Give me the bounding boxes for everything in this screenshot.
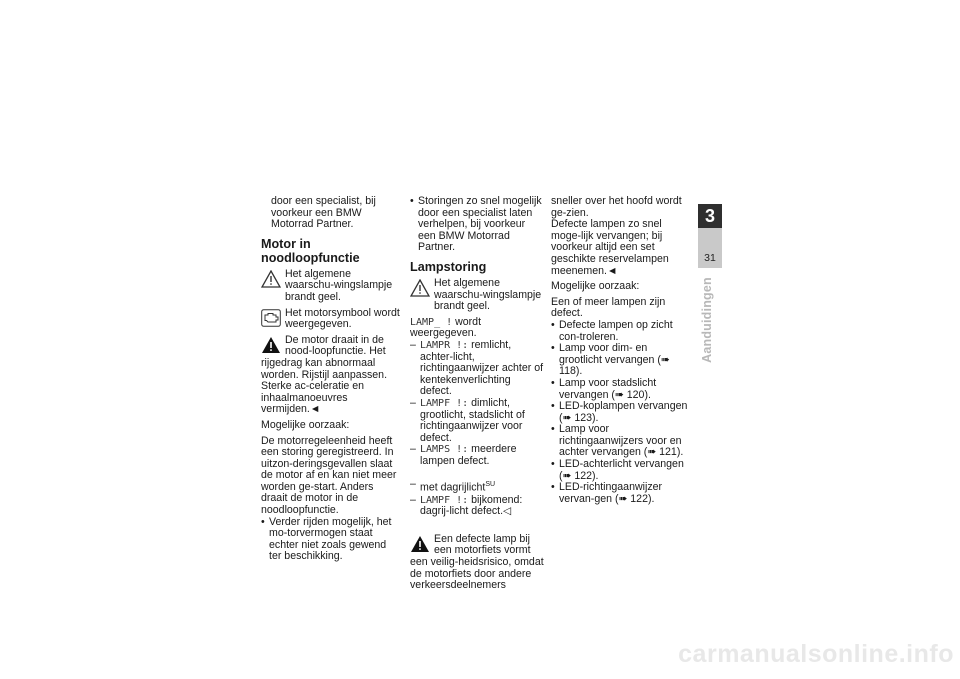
- bullet-list: [410, 196, 545, 254]
- warning-outline-icon: [410, 279, 430, 297]
- code-desc: bijkomend: dagrij-licht defect.◁: [420, 493, 523, 518]
- column-1: [261, 196, 401, 567]
- column-2: [410, 196, 545, 596]
- code-desc: dimlicht, grootlicht, stadslicht of richtingaanwijzer voor defect.: [420, 396, 525, 444]
- section-title: Aanduidingen: [700, 277, 714, 363]
- list-item: • Storingen zo snel mogelijk door een specialist laten verhelpen, bij voorkeur een BMW Motorrad Partner.: [410, 196, 545, 254]
- note-engine-text: Het motorsymbool wordt weergegeven.: [285, 306, 400, 331]
- list-item: • Verder rijden mogelijk, het mo-torvermogen staat echter niet zoals gewend ter beschikking.: [261, 517, 401, 563]
- bullet-list: [261, 517, 401, 563]
- cause-text: De motorregeleenheid heeft een storing geregistreerd. In uitzon-deringsgevallen slaat de motor af en kan niet meer worden ge-start. Anders draait de motor in de noodloopfunctie.: [261, 434, 397, 517]
- code-label: LAMPS !:: [420, 444, 469, 456]
- lamp-display-line: [410, 317, 545, 340]
- lamp-code: LAMP_ !: [410, 316, 453, 328]
- warning-solid-icon: [410, 535, 430, 553]
- warning-outline-icon: [261, 270, 281, 288]
- heading-emergency-mode: Motor in noodloopfunctie: [261, 236, 360, 265]
- list-item: [410, 495, 545, 518]
- note-engine-symbol: [261, 308, 401, 331]
- list-item: • Lamp voor richtingaanwijzers voor en achter vervangen (➠ 121).: [551, 424, 689, 459]
- code-label: LAMPF !:: [420, 494, 469, 506]
- code-desc: remlicht, achter-licht, richtingaanwijzer achter of kentekenverlichting defect.: [420, 338, 544, 398]
- drl-sup: SU: [485, 481, 496, 489]
- page-number: 31: [704, 252, 716, 264]
- code-desc: meerdere lampen defect.: [420, 443, 517, 467]
- list-item: • Lamp voor dim- en grootlicht vervangen (➠ 118).: [551, 343, 689, 378]
- code-label: LAMPF !:: [420, 397, 469, 409]
- replace-advice: Defecte lampen zo snel moge-lijk vervangen; bij voorkeur altijd een set geschikte reservelampen meenemen.◄: [551, 218, 669, 277]
- note-general-text: Het algemene waarschu-wingslampje brandt geel.: [434, 276, 542, 313]
- warning-lamp: [410, 534, 545, 592]
- list-item: • Defecte lampen op zicht con-troleren.: [551, 320, 689, 343]
- warning-lamp-text: Een defecte lamp bij een motorfiets vormt een veilig-heidsrisico, omdat de motorfiets door andere verkeersdeelnemers: [410, 532, 544, 592]
- list-item: [410, 444, 545, 467]
- watermark: carmanualsonline.info: [678, 640, 954, 668]
- list-item: • LED-koplampen vervangen (➠ 123).: [551, 401, 689, 424]
- cause-label: Mogelijke oorzaak:: [551, 280, 640, 293]
- column-3: [551, 196, 689, 509]
- heading-lamp-failure: Lampstoring: [410, 259, 487, 274]
- list-item: [410, 340, 545, 398]
- bullet-list: [551, 320, 689, 506]
- warning-solid-icon: [261, 336, 281, 354]
- list-item: [410, 479, 545, 494]
- list-item: • LED-richtingaanwijzer vervan-gen (➠ 122).: [551, 482, 689, 505]
- chapter-number: 3: [698, 204, 722, 228]
- code-label: LAMPR !:: [420, 339, 469, 351]
- note-general-text: Het algemene waarschu-wingslampje brandt geel.: [285, 267, 393, 303]
- note-general-warning: [410, 278, 545, 313]
- note-general-warning: [261, 269, 401, 304]
- list-item: • Lamp voor stadslicht vervangen (➠ 120).: [551, 378, 689, 401]
- warning-emergency-text: De motor draait in de nood-loopfunctie. Het rijgedrag kan abnormaal worden. Rijstijl aanpassen. Sterke ac-celeratie en inhaalmanoeuvres vermijden.◄: [261, 333, 388, 416]
- intro-text: door een specialist, bij voorkeur een BMW Motorrad Partner.: [271, 195, 376, 231]
- list-item: • LED-achterlicht vervangen (➠ 122).: [551, 459, 689, 482]
- drl-list: [410, 479, 545, 517]
- cause-text: Een of meer lampen zijn defect.: [551, 295, 666, 320]
- warning-emergency: [261, 335, 401, 416]
- lamp-display-text: wordt weergegeven.: [410, 315, 482, 340]
- continued-text: sneller over het hoofd wordt ge-zien.: [551, 195, 682, 219]
- list-item: [410, 398, 545, 444]
- lamp-code-list: [410, 340, 545, 468]
- cause-label: Mogelijke oorzaak:: [261, 418, 350, 431]
- drl-text: met dagrijlicht: [420, 482, 486, 494]
- engine-icon: [261, 309, 281, 327]
